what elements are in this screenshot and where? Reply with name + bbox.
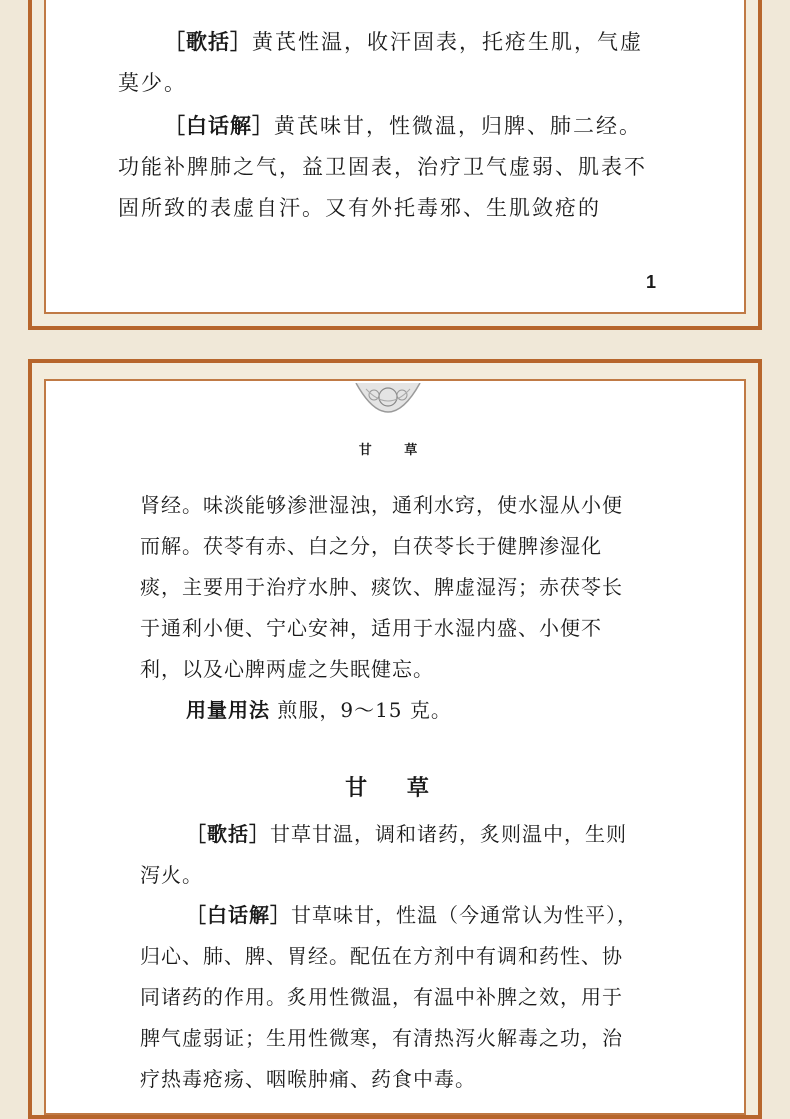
continued-paragraph: 肾经。味淡能够渗泄湿浊，通利水窍，使水湿从小便而解。茯苓有赤、白之分，白茯苓长于健脾渗湿化痰，主要用于治疗水肿、痰饮、脾虚湿泻；赤茯苓长于通利小便、宁心安神，适用于水湿内盛、小便不利，以及心脾两虚之失眠健忘。: [140, 493, 623, 681]
geju-tag-2: ［歌括］: [186, 822, 270, 846]
section-title: 甘 草: [345, 776, 445, 801]
book-page-1: [44, 0, 746, 314]
baihua-paragraph-2: [140, 895, 640, 1100]
dosage-text: 煎服，9～15 克。: [270, 698, 452, 722]
book-page-2: [44, 379, 746, 1115]
geju-text-2: 甘草甘温，调和诸药，炙则温中，生则泻火。: [140, 822, 627, 887]
baihua-text-2: 甘草味甘，性温（今通常认为性平），归心、肺、脾、胃经。配伍在方剂中有调和药性、协同诸药的作用。炙用性微温，有温中补脾之效，用于脾气虚弱证；生用性微寒，有清热泻火解毒之功，治疗热毒疮疡、咽喉肿痛、药食中毒。: [140, 903, 638, 1091]
geju-tag: ［歌括］: [164, 30, 252, 54]
geju-text: 黄芪性温，收汗固表，托疮生肌，气虚莫少。: [118, 30, 643, 95]
baihua-tag: ［白话解］: [164, 114, 274, 138]
geju-paragraph-2: [140, 814, 640, 896]
baihua-text: 黄芪味甘，性微温，归脾、肺二经。功能补脾肺之气，益卫固表，治疗卫气虚弱、肌表不固所致的表虚自汗。又有外托毒邪、生肌敛疮的: [118, 114, 647, 220]
baihua-tag-2: ［白话解］: [186, 903, 291, 927]
floral-ornament-icon: [352, 383, 424, 425]
page-number: 1: [645, 272, 656, 292]
page-frame-top: [28, 0, 762, 330]
baihua-paragraph: [118, 106, 658, 229]
geju-paragraph: [118, 22, 658, 104]
page-frame-bottom: [28, 359, 762, 1119]
running-head: 甘 草: [358, 443, 432, 458]
dosage-tag: 用量用法: [186, 698, 270, 722]
dosage-paragraph: [140, 690, 640, 731]
